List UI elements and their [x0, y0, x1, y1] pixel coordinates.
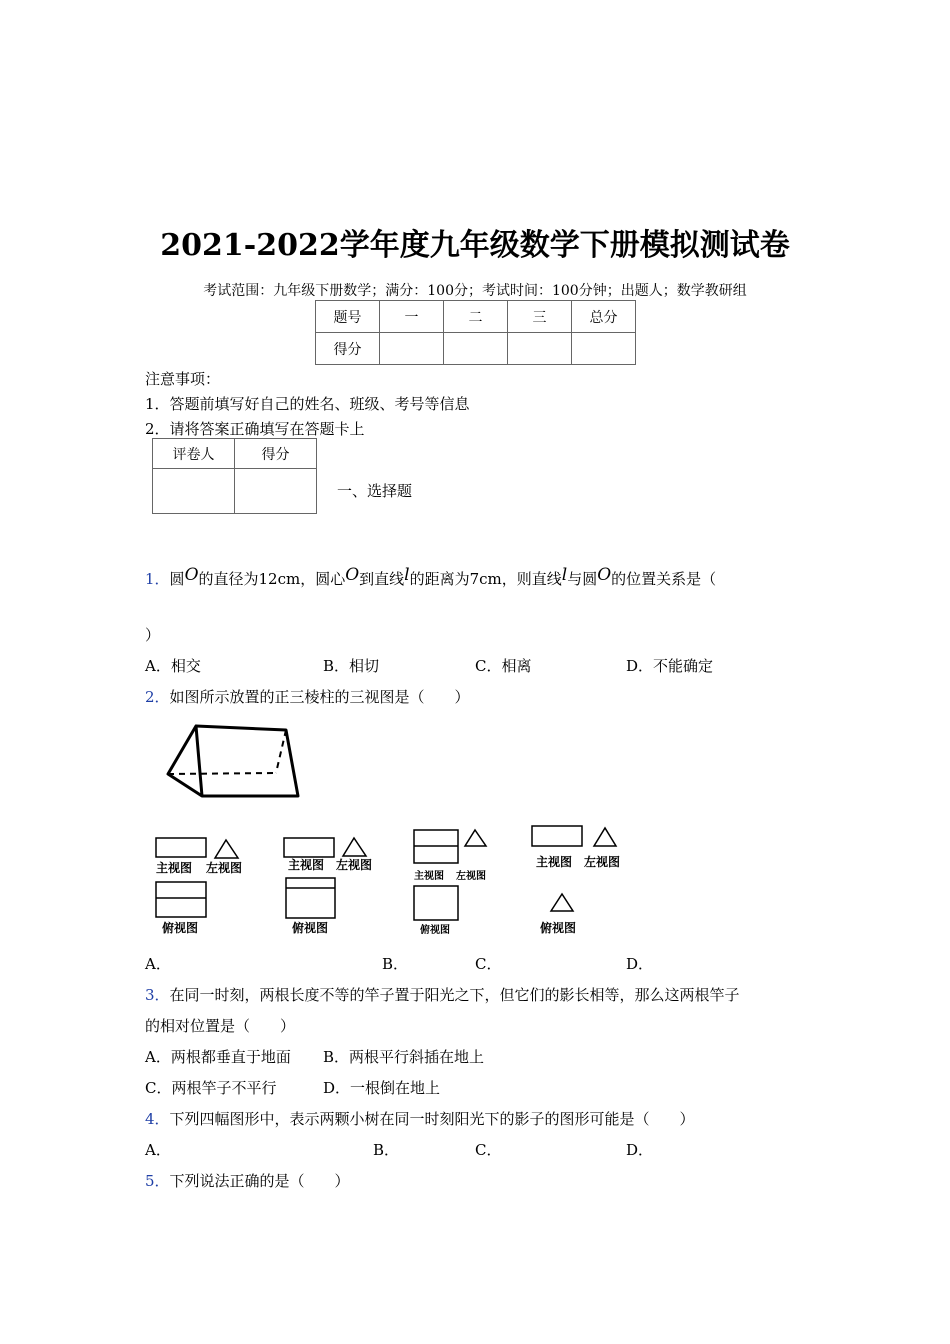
question-number: 4． — [145, 1110, 170, 1128]
option-d: D．一根倒在地上 — [323, 1079, 441, 1097]
option-c: C． — [475, 955, 502, 973]
page-title: 2021-2022学年度九年级数学下册模拟测试卷 — [160, 228, 790, 263]
question-text: 下列说法正确的是（ ） — [169, 1172, 350, 1190]
front-view-rect — [284, 838, 334, 857]
top-view-label: 俯视图 — [540, 921, 577, 935]
left-view-triangle — [465, 830, 486, 846]
score-header-cell: 总分 — [572, 301, 636, 333]
top-view-label: 俯视图 — [292, 921, 329, 935]
question-text: 在同一时刻，两根长度不等的竿子置于阳光之下，但它们的影长相等，那么这两根竿子 — [169, 986, 740, 1004]
option-b: B．两根平行斜插在地上 — [323, 1048, 485, 1066]
question-2 — [145, 686, 470, 707]
triangular-prism-figure — [160, 718, 310, 802]
question-text: 如图所示放置的正三棱柱的三视图是（ ） — [169, 688, 470, 706]
q1-symbol-l: l — [404, 565, 410, 585]
left-view-triangle — [215, 840, 238, 858]
question-number: 1． — [145, 570, 170, 588]
question-1 — [145, 565, 717, 589]
notice-item: 2．请将答案正确填写在答题卡上 — [145, 420, 365, 438]
front-view-rect — [156, 838, 206, 857]
q1-text: 的位置关系是（ — [611, 570, 717, 588]
option-a: A．相交 — [145, 657, 201, 675]
option-b: B． — [373, 1141, 400, 1159]
top-view-rect — [414, 886, 458, 920]
q1-symbol-o: O — [184, 565, 199, 585]
front-view-label: 主视图 — [288, 858, 325, 872]
front-view-label: 主视图 — [414, 871, 444, 882]
option-a: A． — [145, 955, 171, 973]
score-cell — [380, 333, 444, 365]
option-d-views — [528, 822, 648, 942]
left-view-triangle — [343, 838, 366, 856]
left-view-triangle — [594, 828, 616, 846]
option-b: B．相切 — [323, 657, 380, 675]
top-view-label: 俯视图 — [162, 921, 199, 935]
option-a-views — [150, 832, 260, 942]
option-b-views — [280, 832, 390, 942]
score-row-label: 得分 — [316, 333, 380, 365]
question-number: 3． — [145, 986, 170, 1004]
top-view-triangle — [551, 894, 573, 911]
score-header-cell: 二 — [444, 301, 508, 333]
q1-text: 的直径为12cm，圆心 — [198, 570, 346, 588]
score-cell — [572, 333, 636, 365]
top-view-rect — [156, 882, 206, 917]
question-1-continued: ） — [145, 626, 161, 644]
left-view-label: 左视图 — [456, 871, 486, 882]
section-heading: 一、选择题 — [337, 482, 413, 500]
question-number: 2． — [145, 688, 170, 706]
left-view-label: 左视图 — [206, 861, 243, 875]
q1-text: 到直线 — [359, 570, 405, 588]
option-a: A．两根都垂直于地面 — [145, 1048, 291, 1066]
question-text: 下列四幅图形中，表示两颗小树在同一时刻阳光下的影子的图形可能是（ ） — [169, 1110, 695, 1128]
option-c: C．相离 — [475, 657, 532, 675]
option-a: A． — [145, 1141, 171, 1159]
grader-header-cell: 得分 — [235, 439, 317, 469]
score-header-cell: 三 — [508, 301, 572, 333]
q1-symbol-l: l — [561, 565, 568, 585]
score-header-cell: 一 — [380, 301, 444, 333]
exam-info: 考试范围：九年级下册数学；满分：100分；考试时间：100分钟；出题人；数学教研组 — [203, 283, 747, 299]
q1-text: 圆 — [169, 570, 185, 588]
grader-header-cell: 评卷人 — [153, 439, 235, 469]
top-view-label: 俯视图 — [420, 925, 450, 936]
grader-cell — [235, 469, 317, 514]
score-table — [315, 300, 636, 365]
option-c: C． — [475, 1141, 502, 1159]
option-c: C．两根竿子不平行 — [145, 1079, 277, 1097]
question-4 — [145, 1108, 695, 1129]
question-3-continued: 的相对位置是（ ） — [145, 1017, 296, 1035]
option-d: D．不能确定 — [626, 657, 714, 675]
question-5 — [145, 1170, 350, 1191]
score-cell — [444, 333, 508, 365]
notice-heading: 注意事项： — [145, 370, 221, 388]
score-cell — [508, 333, 572, 365]
q1-text: 的距离为7cm，则直线 — [409, 570, 562, 588]
front-view-rect — [532, 826, 582, 846]
front-view-label: 主视图 — [536, 855, 573, 869]
front-view-label: 主视图 — [156, 861, 193, 875]
left-view-label: 左视图 — [336, 858, 373, 872]
question-3 — [145, 984, 740, 1005]
grader-cell — [153, 469, 235, 514]
option-d: D． — [626, 955, 654, 973]
q1-symbol-o: O — [345, 565, 360, 585]
question-number: 5． — [145, 1172, 170, 1190]
grader-table — [152, 438, 317, 514]
score-header-cell: 题号 — [316, 301, 380, 333]
top-view-rect — [286, 878, 335, 918]
left-view-label: 左视图 — [584, 855, 621, 869]
option-b: B． — [382, 955, 409, 973]
q1-symbol-o: O — [597, 565, 612, 585]
option-d: D． — [626, 1141, 654, 1159]
notice-item: 1．答题前填写好自己的姓名、班级、考号等信息 — [145, 395, 470, 413]
option-c-views — [408, 822, 518, 942]
q1-text: 与圆 — [567, 570, 598, 588]
